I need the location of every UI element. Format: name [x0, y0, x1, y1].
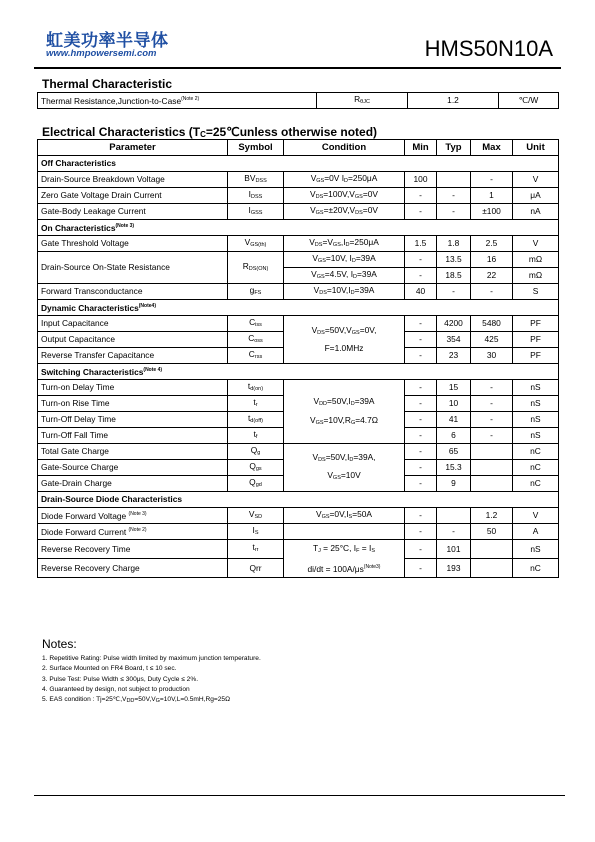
cell-parameter: Drain-Source Breakdown Voltage: [38, 172, 228, 188]
cell-typ: [437, 172, 471, 188]
switching-condition: $V_{DD}=50V,I_D=39A$ $V_{GS}=10V,R_G=4.7\Omega$: [284, 380, 405, 444]
cell-typ: -: [437, 284, 471, 300]
cell-parameter: Reverse Recovery Time: [38, 540, 228, 559]
table-row: [38, 236, 559, 252]
cell-min: -: [405, 460, 437, 476]
cell-symbol: $Q_g$: [228, 444, 284, 460]
cell-condition: $V_{GS}=0V$ $I_D=250\mu A$: [284, 172, 405, 188]
cell-typ: 23: [437, 348, 471, 364]
notes-title: Notes:: [42, 637, 77, 651]
thermal-value: 1.2: [408, 93, 499, 109]
cell-min: -: [405, 188, 437, 204]
cell-unit: μA: [513, 188, 559, 204]
cell-symbol: $t_{d(on)}$: [228, 380, 284, 396]
cell-parameter: Gate-Source Charge: [38, 460, 228, 476]
company-logo-chinese: 虹美功率半导体: [46, 31, 169, 51]
cell-condition: $V_{GS}=10V$, $I_D=39A$: [284, 252, 405, 268]
cell-min: -: [405, 476, 437, 492]
cell-typ: -: [437, 524, 471, 540]
electrical-title: Electrical Characteristics ($T_C=25℃unless$ otherwise noted): [42, 125, 378, 139]
cell-symbol: $I_{DSS}$: [228, 188, 284, 204]
section-on: On Characteristics$^{(Note 3)}$: [38, 220, 559, 236]
cell-typ: 15.3: [437, 460, 471, 476]
cell-symbol: $C_{oss}$: [228, 332, 284, 348]
col-header-typ: Typ: [437, 140, 471, 156]
cell-typ: 10: [437, 396, 471, 412]
cell-max: -: [471, 172, 513, 188]
cell-symbol: $t_{d(off)}$: [228, 412, 284, 428]
thermal-row: [38, 93, 559, 109]
cell-condition: $V_{GS}=4.5V$, $I_D=39A$: [284, 268, 405, 284]
cell-unit: nS: [513, 380, 559, 396]
cell-typ: 65: [437, 444, 471, 460]
cell-min: -: [405, 524, 437, 540]
cell-parameter: Output Capacitance: [38, 332, 228, 348]
cell-max: 2.5: [471, 236, 513, 252]
cell-typ: 193: [437, 559, 471, 578]
cell-parameter: Forward Transconductance: [38, 284, 228, 300]
cell-parameter: Drain-Source On-State Resistance: [38, 252, 228, 284]
cell-condition: [284, 524, 405, 540]
cell-min: -: [405, 316, 437, 332]
cell-symbol: $Q_{gd}$: [228, 476, 284, 492]
cell-max: 1: [471, 188, 513, 204]
cell-min: -: [405, 204, 437, 220]
cell-unit: mΩ: [513, 268, 559, 284]
table-row: [38, 172, 559, 188]
note-item: 5. EAS condition : $Tj=25℃,V_{DD}=50V,V_G=10V,L=0.5mH,Rg=25\Omega$: [42, 696, 231, 705]
cell-symbol: $I_{GSS}$: [228, 204, 284, 220]
table-row: [38, 188, 559, 204]
cell-unit: nS: [513, 396, 559, 412]
cell-symbol: $Q_{gs}$: [228, 460, 284, 476]
cell-unit: V: [513, 236, 559, 252]
cell-parameter: Turn-on Rise Time: [38, 396, 228, 412]
thermal-unit: ℃/W: [499, 93, 559, 109]
cell-unit: nC: [513, 559, 559, 578]
cell-max: ±100: [471, 204, 513, 220]
table-row: [38, 284, 559, 300]
cell-typ: [437, 508, 471, 524]
note-item: 2. Surface Mounted on FR4 Board, t ≤ 10 sec.: [42, 665, 177, 673]
cell-parameter: Zero Gate Voltage Drain Current: [38, 188, 228, 204]
cell-max: [471, 540, 513, 559]
cell-symbol: Qrr: [228, 559, 284, 578]
cell-condition: $V_{GS}=\pm 20V,V_{DS}=0V$: [284, 204, 405, 220]
cell-unit: nC: [513, 444, 559, 460]
cell-min: -: [405, 508, 437, 524]
thermal-table: [37, 92, 559, 109]
gate-charge-condition: $V_{DS}=50V,I_D=39A$, $V_{GS}=10V$: [284, 444, 405, 492]
footer-rule: [34, 795, 565, 796]
cell-min: 100: [405, 172, 437, 188]
cell-max: 50: [471, 524, 513, 540]
header-rule: [34, 67, 561, 69]
cell-min: -: [405, 332, 437, 348]
cell-max: [471, 444, 513, 460]
section-dynamic: Dynamic Characteristics$^{(Note4)}$: [38, 300, 559, 316]
cell-condition: $V_{DS}=100V,V_{GS}=0V$: [284, 188, 405, 204]
cell-symbol: $C_{rss}$: [228, 348, 284, 364]
company-website: www.hmpowersemi.com: [46, 48, 157, 59]
note-item: 1. Repetitive Rating: Pulse width limited by maximum junction temperature.: [42, 655, 261, 662]
thermal-title: Thermal Characteristic: [42, 77, 173, 91]
cell-unit: V: [513, 172, 559, 188]
cell-max: 425: [471, 332, 513, 348]
col-header-max: Max: [471, 140, 513, 156]
cell-symbol: $t_f$: [228, 428, 284, 444]
notes-list: [42, 654, 261, 706]
cell-unit: nC: [513, 476, 559, 492]
cell-unit: nS: [513, 428, 559, 444]
cell-max: [471, 559, 513, 578]
cell-max: 1.2: [471, 508, 513, 524]
cell-min: -: [405, 540, 437, 559]
cell-symbol: $t_{rr}$: [228, 540, 284, 559]
cell-parameter: Gate-Body Leakage Current: [38, 204, 228, 220]
cell-parameter: Total Gate Charge: [38, 444, 228, 460]
cell-min: -: [405, 380, 437, 396]
cell-min: 1.5: [405, 236, 437, 252]
cell-min: -: [405, 559, 437, 578]
cell-unit: S: [513, 284, 559, 300]
cell-condition: $V_{DS}=10V,I_D=39A$: [284, 284, 405, 300]
cell-condition: $V_{DS}=V_{GS},I_D=250\mu A$: [284, 236, 405, 252]
cell-symbol: $V_{SD}$: [228, 508, 284, 524]
col-header-symbol: Symbol: [228, 140, 284, 156]
cell-parameter: Reverse Transfer Capacitance: [38, 348, 228, 364]
section-off: Off Characteristics: [38, 156, 559, 172]
table-row: [38, 508, 559, 524]
cell-typ: 6: [437, 428, 471, 444]
cell-parameter: Turn-on Delay Time: [38, 380, 228, 396]
cell-symbol: $g_{FS}$: [228, 284, 284, 300]
cell-parameter: Gate-Drain Charge: [38, 476, 228, 492]
cell-symbol: $I_S$: [228, 524, 284, 540]
cell-max: -: [471, 380, 513, 396]
cell-max: -: [471, 412, 513, 428]
cell-min: -: [405, 428, 437, 444]
cell-unit: A: [513, 524, 559, 540]
cell-symbol: $V_{GS(th)}$: [228, 236, 284, 252]
section-switching: Switching Characteristics$^{(Note 4)}$: [38, 364, 559, 380]
cell-max: 30: [471, 348, 513, 364]
cell-parameter: Turn-Off Fall Time: [38, 428, 228, 444]
cell-unit: PF: [513, 348, 559, 364]
cell-min: -: [405, 348, 437, 364]
cell-max: 5480: [471, 316, 513, 332]
table-header-row: [38, 140, 559, 156]
cell-symbol: $BV_{DSS}$: [228, 172, 284, 188]
cell-min: -: [405, 412, 437, 428]
cell-parameter: Gate Threshold Voltage: [38, 236, 228, 252]
cell-min: -: [405, 268, 437, 284]
cell-unit: nS: [513, 412, 559, 428]
cell-typ: 4200: [437, 316, 471, 332]
cell-unit: PF: [513, 316, 559, 332]
cell-condition: $V_{GS}=0V,I_S=50A$: [284, 508, 405, 524]
cell-parameter: Turn-Off Delay Time: [38, 412, 228, 428]
cell-symbol: $R_{DS(ON)}$: [228, 252, 284, 284]
cell-min: 40: [405, 284, 437, 300]
cell-parameter: Reverse Recovery Charge: [38, 559, 228, 578]
reverse-recovery-condition: $T_J = 25^\circ C$, $I_F = I_S$ $di/dt = 100A/\mu s^{(Note3)}$: [284, 540, 405, 578]
table-row: [38, 204, 559, 220]
cell-max: 22: [471, 268, 513, 284]
table-row: [38, 380, 559, 396]
cell-symbol: $C_{iss}$: [228, 316, 284, 332]
note-item: 4. Guaranteed by design, not subject to production: [42, 685, 190, 693]
table-row: [38, 252, 559, 268]
cell-max: -: [471, 284, 513, 300]
cell-typ: 41: [437, 412, 471, 428]
cell-typ: 18.5: [437, 268, 471, 284]
cell-parameter: Diode Forward Current $^{(Note 2)}$: [38, 524, 228, 540]
cell-symbol: $t_r$: [228, 396, 284, 412]
thermal-param: Thermal Resistance,Junction-to-Case$^{(Note 2)}$: [38, 93, 317, 109]
cell-max: -: [471, 428, 513, 444]
table-row: [38, 540, 559, 559]
cell-max: [471, 476, 513, 492]
cell-typ: 9: [437, 476, 471, 492]
part-number: HMS50N10A: [424, 36, 553, 61]
cell-unit: nA: [513, 204, 559, 220]
cell-unit: nC: [513, 460, 559, 476]
table-row: [38, 316, 559, 332]
cell-typ: 13.5: [437, 252, 471, 268]
cell-max: 16: [471, 252, 513, 268]
cell-max: -: [471, 396, 513, 412]
cell-max: [471, 460, 513, 476]
electrical-table: [37, 139, 559, 578]
cell-min: -: [405, 444, 437, 460]
cell-parameter: Input Capacitance: [38, 316, 228, 332]
cell-typ: 15: [437, 380, 471, 396]
thermal-symbol: $R_{\theta JC}$: [317, 93, 408, 109]
note-item: 3. Pulse Test: Pulse Width ≤ 300μs, Duty Cycle ≤ 2%.: [42, 675, 199, 683]
cell-unit: V: [513, 508, 559, 524]
cell-typ: 101: [437, 540, 471, 559]
cell-typ: -: [437, 188, 471, 204]
cell-parameter: Diode Forward Voltage $^{(Note 3)}$: [38, 508, 228, 524]
cell-min: -: [405, 396, 437, 412]
cell-unit: PF: [513, 332, 559, 348]
table-row: [38, 444, 559, 460]
cell-unit: nS: [513, 540, 559, 559]
col-header-unit: Unit: [513, 140, 559, 156]
cell-unit: mΩ: [513, 252, 559, 268]
cell-typ: 1.8: [437, 236, 471, 252]
section-diode: Drain-Source Diode Characteristics: [38, 492, 559, 508]
col-header-min: Min: [405, 140, 437, 156]
col-header-condition: Condition: [284, 140, 405, 156]
col-header-parameter: Parameter: [38, 140, 228, 156]
dynamic-condition: $V_{DS}=50V,V_{GS}=0V$, F=1.0MHz: [284, 316, 405, 364]
cell-typ: -: [437, 204, 471, 220]
cell-min: -: [405, 252, 437, 268]
cell-typ: 354: [437, 332, 471, 348]
table-row: [38, 524, 559, 540]
